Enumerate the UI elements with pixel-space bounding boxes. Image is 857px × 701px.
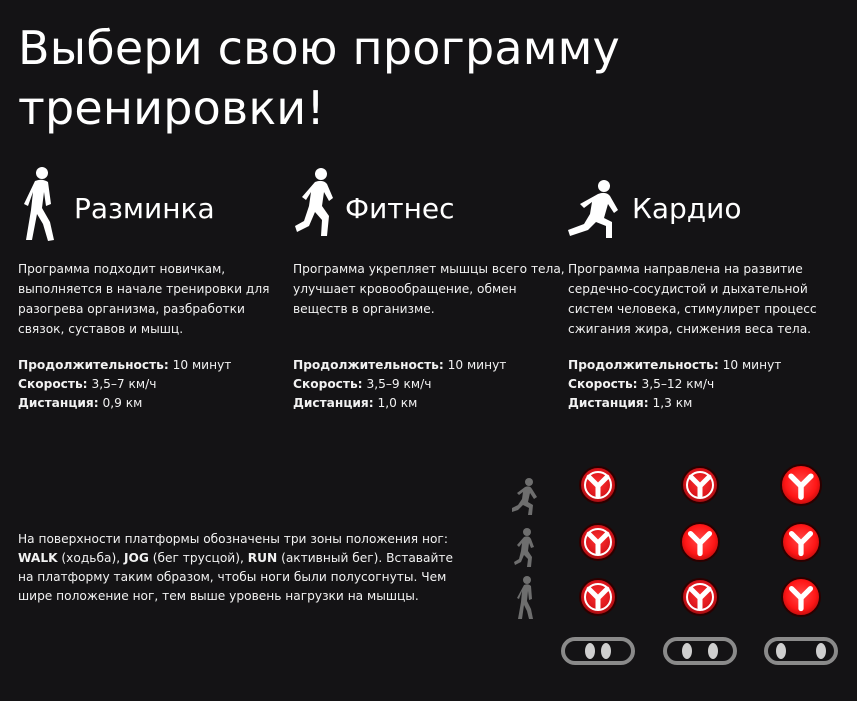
walk-desc: (ходьба), bbox=[57, 551, 124, 565]
jogging-person-icon bbox=[293, 166, 341, 244]
distance-value: 1,3 км bbox=[652, 396, 693, 410]
program-description: Программа направлена на развитие сердечно-сосудистой и дыхательной систем человека, стимулирет процесс сжигания жира, снижения веса тела. bbox=[568, 262, 817, 336]
running-person-icon bbox=[568, 166, 626, 244]
jog-desc: (бег трусцой), bbox=[148, 551, 248, 565]
program-name: Кардио bbox=[632, 192, 742, 225]
program-stats bbox=[293, 356, 565, 413]
distance-label: Дистанция: bbox=[18, 396, 99, 410]
program-stats bbox=[568, 356, 840, 413]
distance-label: Дистанция: bbox=[293, 396, 374, 410]
zone-marker-icon bbox=[682, 579, 718, 615]
zone-marker-icon bbox=[682, 467, 718, 503]
walking-person-icon bbox=[18, 166, 66, 244]
walk-label: WALK bbox=[18, 551, 58, 565]
jogging-person-icon bbox=[514, 528, 534, 567]
distance-value: 1,0 км bbox=[377, 396, 418, 410]
program-header bbox=[18, 166, 288, 244]
zones-description bbox=[18, 530, 458, 606]
program-warmup[interactable] bbox=[18, 166, 288, 410]
speed-value: 3,5–9 км/ч bbox=[366, 377, 432, 391]
program-description: Программа укрепляет мышцы всего тела, улучшает кровообращение, обмен веществ в организме. bbox=[293, 262, 565, 316]
duration-label: Продолжительность: bbox=[568, 358, 719, 372]
zone-marker-icon bbox=[681, 523, 719, 561]
duration-label: Продолжительность: bbox=[293, 358, 444, 372]
zones-grid bbox=[500, 455, 850, 675]
program-name: Разминка bbox=[74, 192, 215, 225]
foot-pad-icon bbox=[665, 639, 735, 663]
zones-intro: На поверхности платформы обозначены три зоны положения ног: bbox=[18, 532, 448, 546]
program-name: Фитнес bbox=[345, 192, 455, 225]
program-fitness[interactable] bbox=[293, 166, 565, 410]
foot-pad-icon bbox=[766, 639, 836, 663]
speed-label: Скорость: bbox=[568, 377, 638, 391]
foot-pad-icon bbox=[563, 639, 633, 663]
zone-marker-icon bbox=[580, 524, 616, 560]
run-label: RUN bbox=[247, 551, 278, 565]
zone-marker-icon bbox=[782, 523, 820, 561]
distance-label: Дистанция: bbox=[568, 396, 649, 410]
program-stats bbox=[18, 356, 290, 413]
speed-value: 3,5–12 км/ч bbox=[641, 377, 715, 391]
zone-marker-icon bbox=[781, 465, 821, 505]
speed-label: Скорость: bbox=[18, 377, 88, 391]
running-person-icon bbox=[512, 478, 537, 515]
speed-value: 3,5–7 км/ч bbox=[91, 377, 157, 391]
speed-label: Скорость: bbox=[293, 377, 363, 391]
zone-marker-icon bbox=[580, 579, 616, 615]
duration-value: 10 минут bbox=[447, 358, 507, 372]
program-header bbox=[293, 166, 563, 244]
duration-value: 10 минут bbox=[172, 358, 232, 372]
page-title: Выбери свою программу тренировки! bbox=[18, 21, 620, 135]
distance-value: 0,9 км bbox=[102, 396, 143, 410]
jog-label: JOG bbox=[123, 551, 149, 565]
program-description: Программа подходит новичкам, выполняется в начале тренировки для разогрева организма, разбработки связок, суставов и мышц. bbox=[18, 262, 270, 336]
program-cardio[interactable] bbox=[568, 166, 838, 410]
duration-label: Продолжительность: bbox=[18, 358, 169, 372]
duration-value: 10 минут bbox=[722, 358, 782, 372]
zone-marker-icon bbox=[580, 467, 616, 503]
zone-marker-icon bbox=[782, 578, 820, 616]
run-desc: (активный бег). Вставайте на платформу таким образом, чтобы ноги были полусогнуты. Чем шире положение ног, тем выше уровень нагрузки на мышцы. bbox=[18, 551, 453, 603]
program-header bbox=[568, 166, 838, 244]
walking-person-icon bbox=[517, 576, 533, 619]
